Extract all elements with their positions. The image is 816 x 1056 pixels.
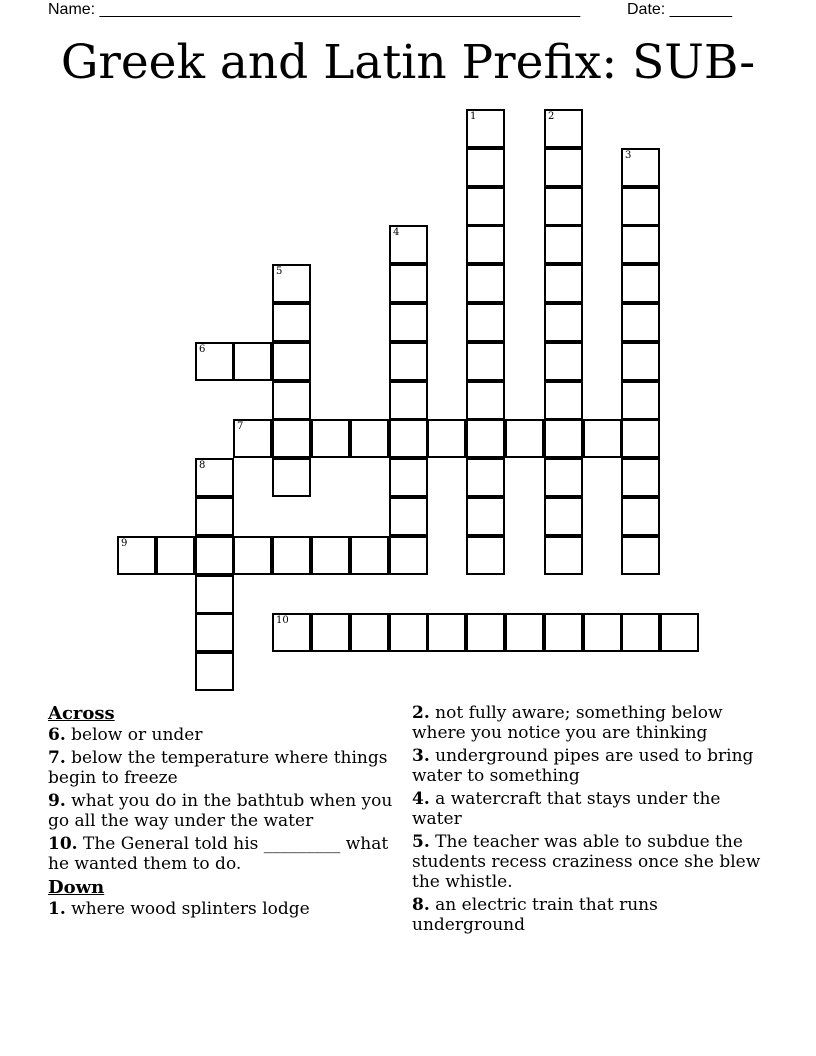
grid-cell[interactable] — [389, 458, 428, 497]
grid-cell[interactable] — [272, 536, 311, 575]
grid-cell[interactable] — [466, 613, 505, 652]
grid-cell[interactable] — [544, 613, 583, 652]
grid-cell[interactable] — [621, 264, 660, 303]
clue-down-3: 3. underground pipes are used to bring water to something — [412, 746, 754, 786]
grid-cell[interactable] — [466, 381, 505, 420]
grid-cell[interactable] — [233, 342, 272, 381]
grid-cell[interactable] — [621, 187, 660, 226]
grid-cell[interactable] — [195, 342, 234, 381]
grid-cell[interactable] — [544, 264, 583, 303]
grid-cell[interactable] — [583, 613, 622, 652]
grid-cell[interactable] — [311, 536, 350, 575]
grid-cell[interactable] — [272, 381, 311, 420]
grid-cell[interactable] — [389, 497, 428, 536]
grid-cell[interactable] — [544, 458, 583, 497]
grid-cell[interactable] — [350, 536, 389, 575]
grid-cell[interactable] — [233, 419, 272, 458]
grid-cell[interactable] — [272, 342, 311, 381]
grid-cell[interactable] — [272, 303, 311, 342]
grid-cell[interactable] — [389, 381, 428, 420]
clue-down-1: 1. where wood splinters lodge — [48, 899, 310, 919]
down-heading: Down — [48, 877, 105, 898]
cell-number: 6 — [199, 344, 206, 355]
grid-cell[interactable] — [466, 148, 505, 187]
cell-number: 7 — [237, 421, 244, 432]
grid-cell[interactable] — [195, 652, 234, 691]
grid-cell[interactable] — [660, 613, 699, 652]
grid-cell[interactable] — [272, 419, 311, 458]
grid-cell[interactable] — [195, 497, 234, 536]
cell-number: 5 — [276, 266, 283, 277]
date-line: Date: _______ — [627, 1, 732, 18]
cell-number: 3 — [625, 150, 632, 161]
grid-cell[interactable] — [544, 497, 583, 536]
grid-cell[interactable] — [466, 536, 505, 575]
grid-cell[interactable] — [156, 536, 195, 575]
grid-cell[interactable] — [466, 342, 505, 381]
cell-number: 9 — [121, 538, 128, 549]
grid-cell[interactable] — [544, 419, 583, 458]
grid-cell[interactable] — [350, 419, 389, 458]
grid-cell[interactable] — [621, 419, 660, 458]
clue-down-2: 2. not fully aware; something below where you notice you are thinking — [412, 703, 723, 743]
grid-cell[interactable] — [544, 536, 583, 575]
grid-cell[interactable] — [466, 187, 505, 226]
grid-cell[interactable] — [544, 148, 583, 187]
clue-across-9: 9. what you do in the bathtub when you go all the way under the water — [48, 791, 393, 831]
grid-cell[interactable] — [195, 613, 234, 652]
clue-across-10: 10. The General told his _________ what he wanted them to do. — [48, 834, 389, 874]
clue-across-7: 7. below the temperature where things begin to freeze — [48, 748, 388, 788]
grid-cell[interactable] — [117, 536, 156, 575]
clue-down-8: 8. an electric train that runs underground — [412, 895, 658, 935]
grid-cell[interactable] — [544, 303, 583, 342]
grid-cell[interactable] — [466, 497, 505, 536]
grid-cell[interactable] — [427, 419, 466, 458]
grid-cell[interactable] — [311, 419, 350, 458]
clue-across-6: 6. below or under — [48, 725, 203, 745]
grid-cell[interactable] — [466, 419, 505, 458]
cell-number: 8 — [199, 460, 206, 471]
page-title: Greek and Latin Prefix: SUB- — [60, 35, 756, 90]
name-line: Name: ______________________________________________________ — [48, 1, 581, 18]
grid-cell[interactable] — [389, 536, 428, 575]
grid-cell[interactable] — [466, 264, 505, 303]
grid-cell[interactable] — [272, 458, 311, 497]
grid-cell[interactable] — [389, 613, 428, 652]
clue-down-4: 4. a watercraft that stays under the water — [412, 789, 721, 829]
cell-number: 4 — [393, 227, 400, 238]
cell-number: 10 — [276, 615, 289, 626]
grid-cell[interactable] — [621, 458, 660, 497]
grid-cell[interactable] — [195, 458, 234, 497]
grid-cell[interactable] — [621, 342, 660, 381]
cell-number: 1 — [470, 111, 477, 122]
clue-down-5: 5. The teacher was able to subdue the students recess craziness once she blew the whistle. — [412, 832, 761, 892]
clues-left-column — [48, 703, 398, 922]
cell-number: 2 — [548, 111, 555, 122]
grid-cell[interactable] — [466, 225, 505, 264]
grid-cell[interactable] — [544, 225, 583, 264]
grid-cell[interactable] — [427, 613, 466, 652]
grid-cell[interactable] — [621, 536, 660, 575]
clues-right-column — [412, 703, 772, 938]
grid-cell[interactable] — [389, 225, 428, 264]
grid-cell[interactable] — [350, 613, 389, 652]
across-heading: Across — [48, 703, 115, 724]
grid-cell[interactable] — [544, 381, 583, 420]
grid-cell[interactable] — [505, 613, 544, 652]
grid-cell[interactable] — [621, 225, 660, 264]
grid-cell[interactable] — [389, 419, 428, 458]
grid-cell[interactable] — [621, 381, 660, 420]
grid-cell[interactable] — [272, 264, 311, 303]
grid-cell[interactable] — [311, 613, 350, 652]
grid-cell[interactable] — [466, 109, 505, 148]
grid-cell[interactable] — [195, 575, 234, 614]
grid-cell[interactable] — [195, 536, 234, 575]
grid-cell[interactable] — [389, 303, 428, 342]
grid-cell[interactable] — [389, 264, 428, 303]
grid-cell[interactable] — [621, 497, 660, 536]
grid-cell[interactable] — [389, 342, 428, 381]
grid-cell[interactable] — [466, 303, 505, 342]
grid-cell[interactable] — [544, 342, 583, 381]
grid-cell[interactable] — [621, 148, 660, 187]
grid-cell[interactable] — [466, 458, 505, 497]
grid-cell[interactable] — [544, 187, 583, 226]
grid-cell[interactable] — [583, 419, 622, 458]
grid-cell[interactable] — [233, 536, 272, 575]
grid-cell[interactable] — [621, 303, 660, 342]
grid-cell[interactable] — [544, 109, 583, 148]
grid-cell[interactable] — [505, 419, 544, 458]
grid-cell[interactable] — [621, 613, 660, 652]
grid-cell[interactable] — [272, 613, 311, 652]
